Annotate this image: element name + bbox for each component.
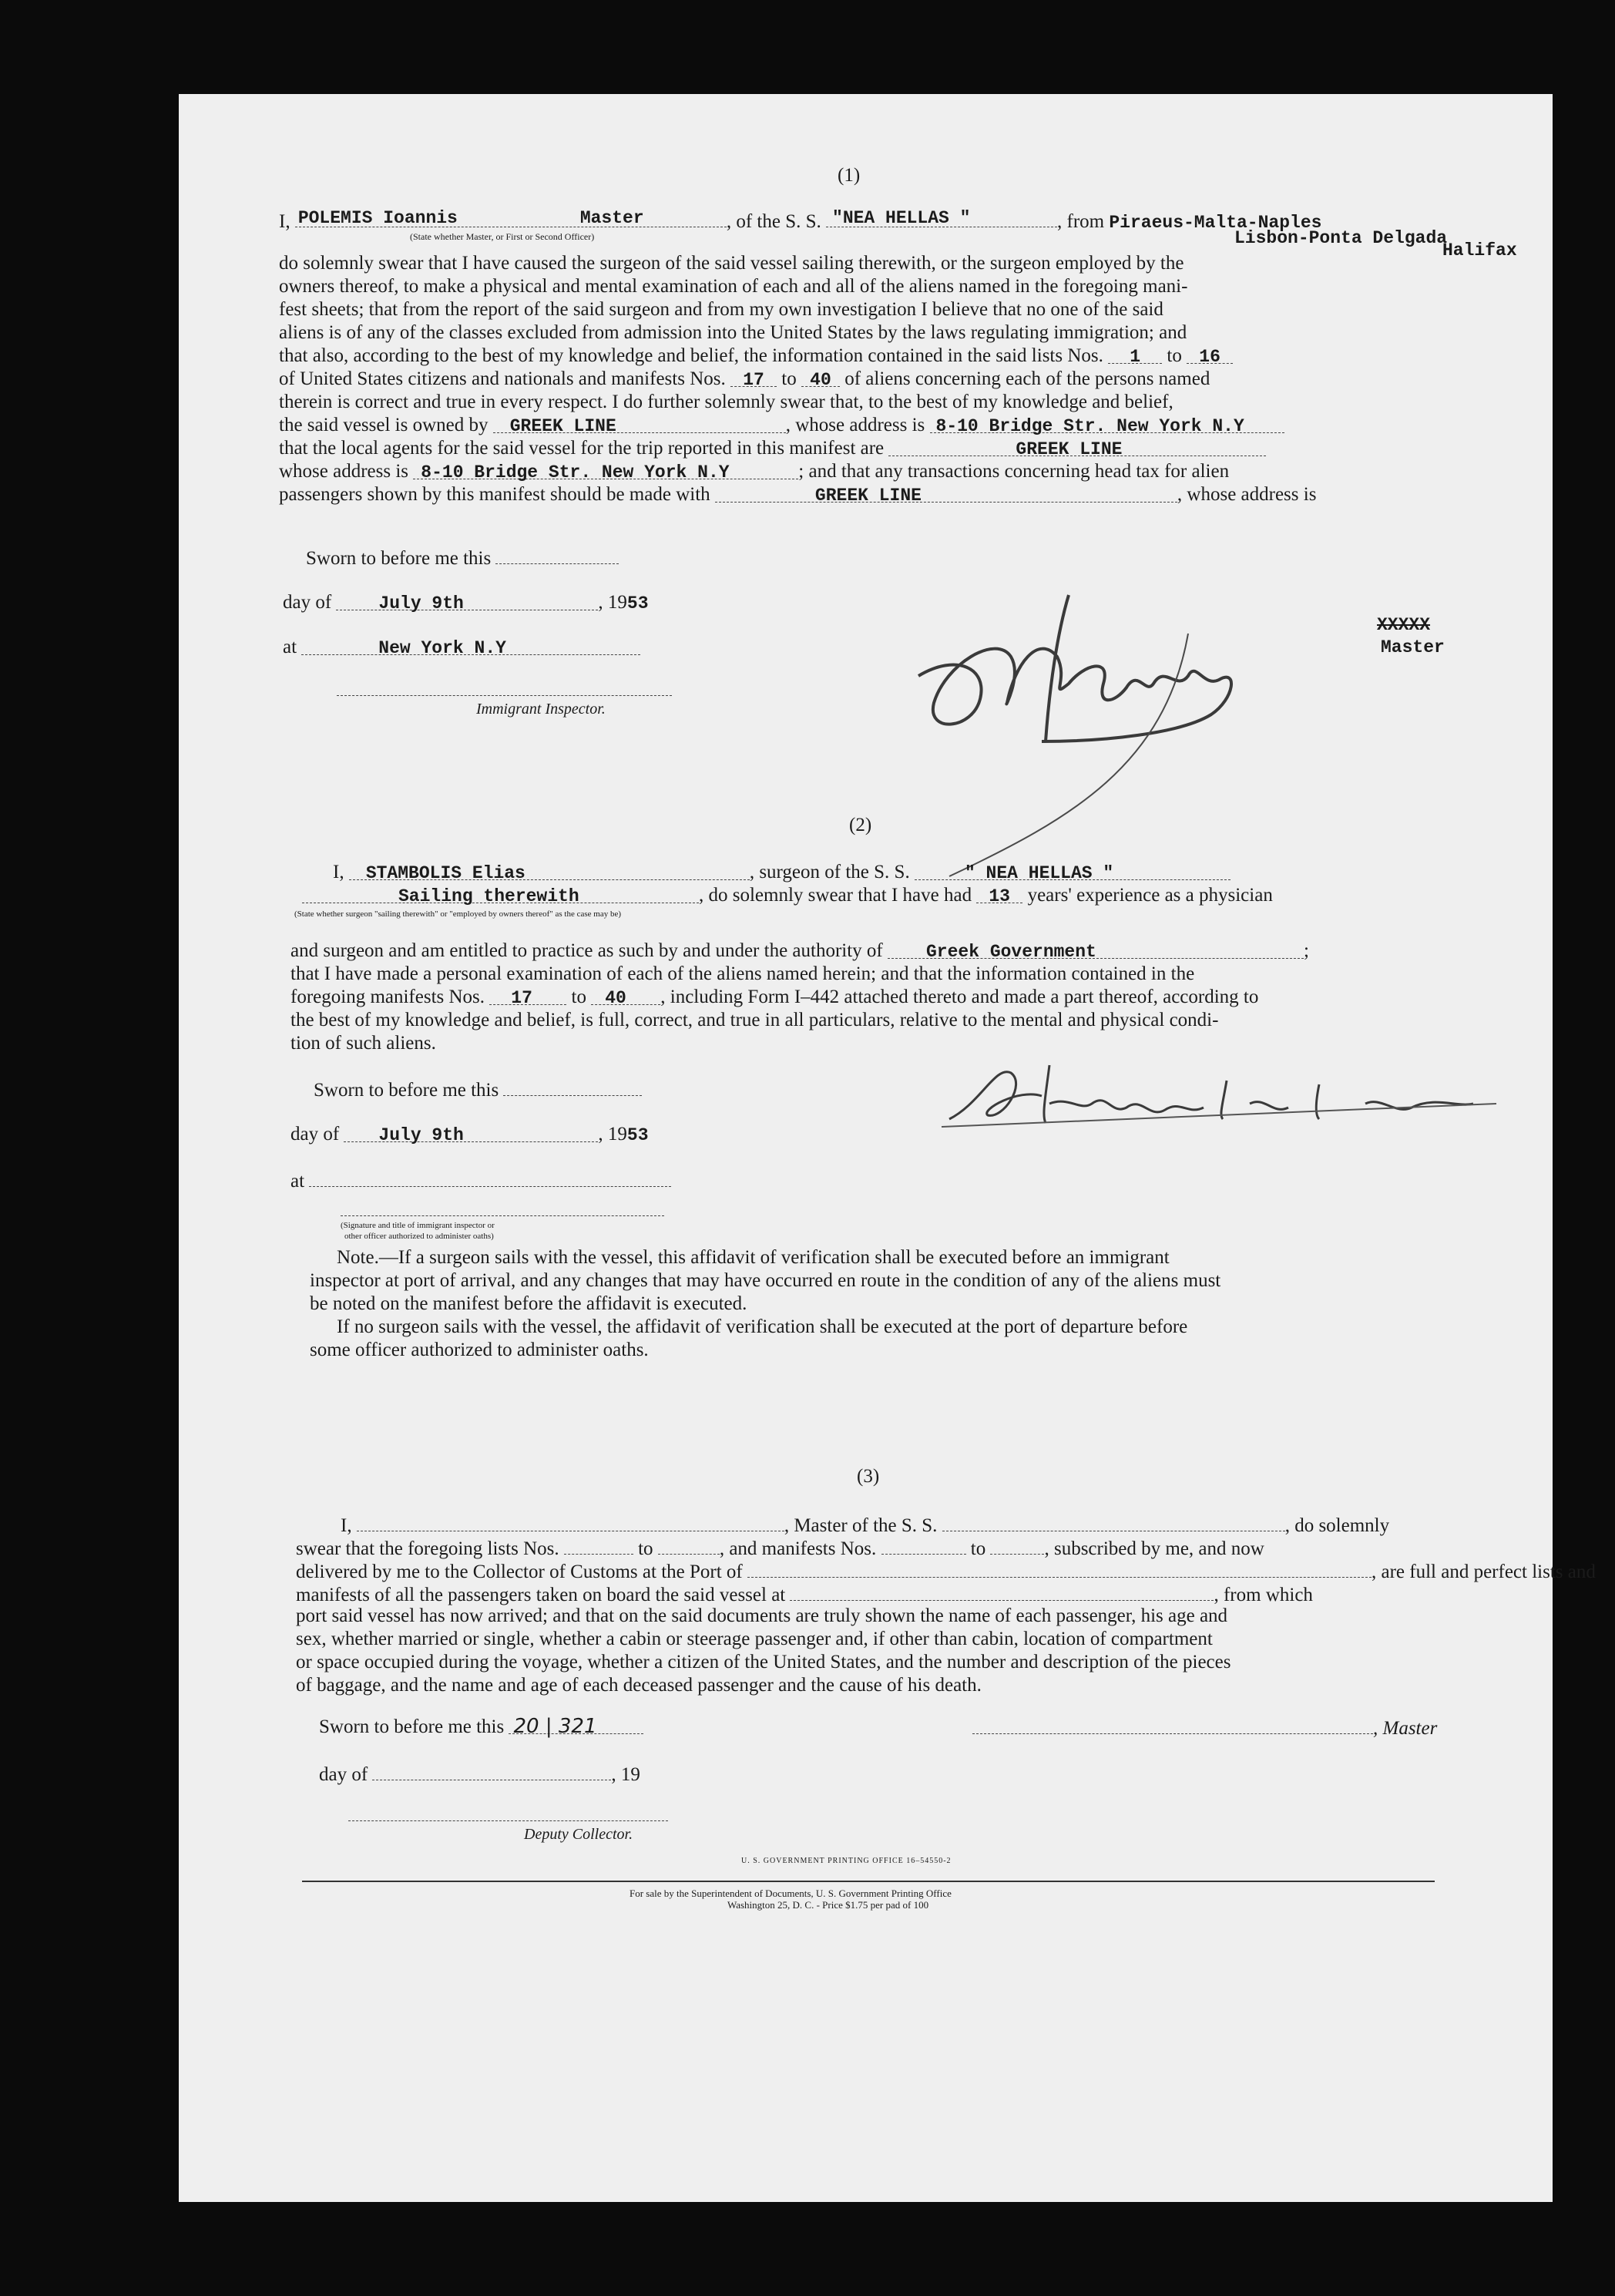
master-name: POLEMIS Ioannis [297,208,458,228]
deputy-label: Deputy Collector. [524,1826,633,1843]
lists-to-field [1187,345,1233,367]
vessel-field [915,861,1231,883]
label: I, [333,862,344,882]
note-line: Note.—If a surgeon sails with the vessel, this affidavit of verification shall be executed before an immigrant [337,1247,1170,1268]
label: , Master of the S. S. [784,1515,938,1536]
para-line: sex, whether married or single, whether a cabin or steerage passenger and, if other than cabin, location of compartment [296,1629,1213,1649]
man-to-field [591,986,660,1008]
day-line [319,1761,640,1787]
date-field [372,1761,611,1780]
para-line: port said vessel has now arrived; and that on the said documents are truly shown the name of each passenger, his age and [296,1605,1228,1626]
para-line: do solemnly swear that I have caused the surgeon of the said vessel sailing therewith, or the surgeon employed by the [279,253,1184,274]
authority-field [888,940,1304,962]
manifests-line [279,368,1210,391]
label: the said vessel is owned by [279,415,489,435]
owner-address-field [930,414,1284,436]
para-line: that I have made a personal examination of each of the aliens named herein; and that the information contained in the [290,963,1195,984]
label: whose address is [279,461,409,482]
agent-address-line [279,460,1229,483]
label: delivered by me to the Collector of Customs at the Port of [296,1561,743,1582]
label: years' experience as a physician [1027,885,1273,906]
label: , subscribed by me, and now [1044,1538,1264,1559]
surgeon-line [333,861,1231,884]
man-from-field [730,368,777,390]
para-line: owners thereof, to make a physical and mental examination of each and all of the aliens named in the foregoing mani- [279,276,1188,297]
lists-from-field [1108,345,1162,367]
struck-title: XXXXX [1377,615,1431,635]
section-1-number: (1) [838,165,861,186]
manifest-to: 40 [810,370,831,390]
at-line [290,1168,671,1193]
lists-to-field [658,1535,720,1555]
para-line: therein is correct and true in every respect. I do further solemnly swear that, to the best of my knowledge and belief, [279,392,1173,412]
agent-field [888,437,1266,459]
date-value: July 9th [378,593,464,613]
date-field [336,591,598,613]
master-signature [872,510,1412,896]
label: , from which [1214,1585,1313,1605]
label: passengers shown by this manifest should be made with [279,484,710,505]
manifests-line [290,986,1258,1009]
state-note: (State whether Master, or First or Second Officer) [410,231,595,242]
para-line: the best of my knowledge and belief, is full, correct, and true in all particulars, relative to the mental and physical condi- [290,1010,1219,1030]
agent-address-field [413,460,798,482]
agent-address: 8-10 Bridge Str. New York N.Y [421,462,730,482]
para-line: fest sheets; that from the report of the said surgeon and from my own investigation I believe that no one of the said [279,299,1163,320]
label: , 19 [611,1764,640,1785]
lists-to: 16 [1199,347,1220,367]
vessel-field [942,1512,1285,1531]
label: I, [341,1515,352,1536]
at-line [283,636,640,659]
master-field [357,1512,784,1531]
note-line: some officer authorized to administer oaths. [310,1340,649,1360]
label: , are full and perfect lists and [1372,1561,1596,1582]
board-line [296,1582,1313,1607]
man-from-field [489,986,566,1008]
label: at [283,637,297,657]
vessel-field [826,208,1057,227]
label: , including Form I–442 attached thereto and made a part thereof, according to [660,987,1259,1007]
inspector-label: Immigrant Inspector. [476,701,606,718]
manifest-page [179,94,1596,2202]
sworn-line [319,1715,643,1739]
date-value: July 9th [378,1125,464,1145]
manifest-from: 17 [511,988,532,1008]
master-field [295,208,727,227]
note-line: If no surgeon sails with the vessel, the affidavit of verification shall be executed at the port of departure before [337,1316,1188,1337]
man-from-field [881,1535,966,1555]
day-line [290,1123,649,1147]
sworn-field [495,545,619,564]
label: that also, according to the best of my knowledge and belief, the information contained in the said lists Nos. [279,345,1103,366]
label: of United States citizens and nationals and manifests Nos. [279,368,726,389]
label: day of [290,1124,340,1145]
master-line [279,208,1321,234]
tax-agent-field [715,483,1177,506]
route-line-2: Lisbon-Ponta Delgada [1234,228,1448,248]
vessel-name: "NEA HELLAS " [832,208,971,228]
inspector-rule [337,695,672,696]
route-line-3: Halifax [1442,240,1517,261]
label: that the local agents for the said vessel for the trip reported in this manifest are [279,438,885,459]
footer-rule [302,1881,1435,1882]
surgeon-signature [934,1019,1512,1142]
sailing-line [302,884,1273,907]
sailing-field [302,884,699,906]
owner-name: GREEK LINE [509,416,616,436]
lists-from-field [564,1535,633,1555]
label: and surgeon and am entitled to practice as such by and under the authority of [290,940,883,961]
para-line: tion of such aliens. [290,1033,436,1054]
label: , whose address is [785,415,925,435]
tax-agent: GREEK LINE [814,486,922,506]
label: , do solemnly [1284,1515,1390,1536]
para-line: aliens is of any of the classes excluded from admission into the United States by the laws regulating immigration; and [279,322,1187,343]
sale-note-2: Washington 25, D. C. - Price $1.75 per pad of 100 [727,1899,929,1911]
state-note: (State whether surgeon "sailing therewith" or "employed by owners thereof" as the case may be) [294,909,622,919]
para-line: or space occupied during the voyage, whether a citizen of the United States, and the number and description of the pieces [296,1652,1231,1672]
year-value: 53 [626,1125,649,1145]
lists-from: 1 [1130,347,1141,367]
authority-value: Greek Government [926,942,1096,962]
label: Sworn to before me this [306,548,492,569]
year-value: 53 [626,593,649,613]
label: to [970,1538,986,1559]
label: foregoing manifests Nos. [290,987,485,1007]
label: , 19 [598,592,627,613]
label: of aliens concerning each of the persons named [844,368,1210,389]
sworn-line [314,1077,642,1102]
day-line [283,591,649,615]
inspector-rule [341,1215,664,1216]
manifest-from: 17 [743,370,764,390]
label: to [571,987,586,1007]
vessel-name: " NEA HELLAS " [964,863,1114,883]
sig-note-2: other officer authorized to administer oaths) [344,1232,494,1241]
owner-field [493,414,786,436]
years-field [976,884,1022,906]
agent-name: GREEK LINE [1016,439,1123,459]
master-sign-field [972,1715,1373,1734]
label: , from [1057,211,1105,232]
sale-note-1: For sale by the Superintendent of Documents, U. S. Government Printing Office [630,1888,952,1899]
sig-note-1: (Signature and title of immigrant inspector or [341,1221,495,1230]
sworn-field [503,1077,642,1096]
years-value: 13 [989,886,1010,906]
label: , do solemnly swear that I have had [699,885,972,906]
lists-line [296,1535,1264,1561]
date-field [344,1123,598,1145]
label: , of the S. S. [726,211,821,232]
label: day of [283,592,332,613]
label: day of [319,1764,368,1785]
agent-line [279,437,1266,460]
note-line: be noted on the manifest before the affidavit is executed. [310,1293,747,1314]
sailing-value: Sailing therewith [398,886,579,906]
master-line [341,1512,1389,1538]
handwritten-note: 20 | 321 [513,1715,597,1738]
owner-address: 8-10 Bridge Str. New York N.Y [935,416,1244,436]
label: , whose address is [1177,484,1317,505]
gpo-imprint: U. S. GOVERNMENT PRINTING OFFICE 16–54550-2 [741,1857,952,1865]
label: to [781,368,797,389]
sworn-field [509,1715,643,1738]
man-to-field [990,1535,1044,1555]
place-value: New York N.Y [378,638,506,658]
section-2-number: (2) [849,815,872,835]
master-title: Master [579,208,644,228]
label: swear that the foregoing lists Nos. [296,1538,559,1559]
sworn-line [306,545,619,570]
lists-line [279,345,1233,368]
section-3-number: (3) [857,1466,880,1487]
surgeon-field [349,861,750,883]
route-line-1: Piraeus-Malta-Naples [1109,213,1322,233]
label: to [1167,345,1182,366]
para-line: of baggage, and the name and age of each deceased passenger and the cause of his death. [296,1675,982,1696]
label: ; and that any transactions concerning head tax for alien [798,461,1230,482]
label: I, [279,211,290,232]
label: Sworn to before me this [314,1080,499,1101]
label: , 19 [598,1124,627,1145]
collector-rule [348,1820,668,1821]
authority-line: and surgeon and am entitled to practice as such by and under the authority of Greek Government ; [290,940,1309,962]
port-field [747,1558,1372,1578]
tax-line [279,483,1316,506]
man-to-field [801,368,840,390]
note-line: inspector at port of arrival, and any changes that may have occurred en route in the condition of any of the aliens must [310,1270,1221,1291]
label: manifests of all the passengers taken on board the said vessel at [296,1585,786,1605]
master-sig-title: Master [1381,637,1445,657]
manifest-to: 40 [605,988,626,1008]
master-sign-line [972,1715,1437,1740]
place-field [301,636,640,658]
label: at [290,1171,305,1192]
label: to [638,1538,653,1559]
label: , surgeon of the S. S. [749,862,910,882]
board-port-field [790,1582,1214,1601]
label: Sworn to before me this [319,1716,505,1737]
port-line [296,1558,1596,1584]
master-label: , Master [1373,1718,1438,1739]
label: , and manifests Nos. [719,1538,877,1559]
place-field [309,1168,671,1187]
owner-line [279,414,1284,437]
surgeon-name: STAMBOLIS Elias [365,863,525,883]
